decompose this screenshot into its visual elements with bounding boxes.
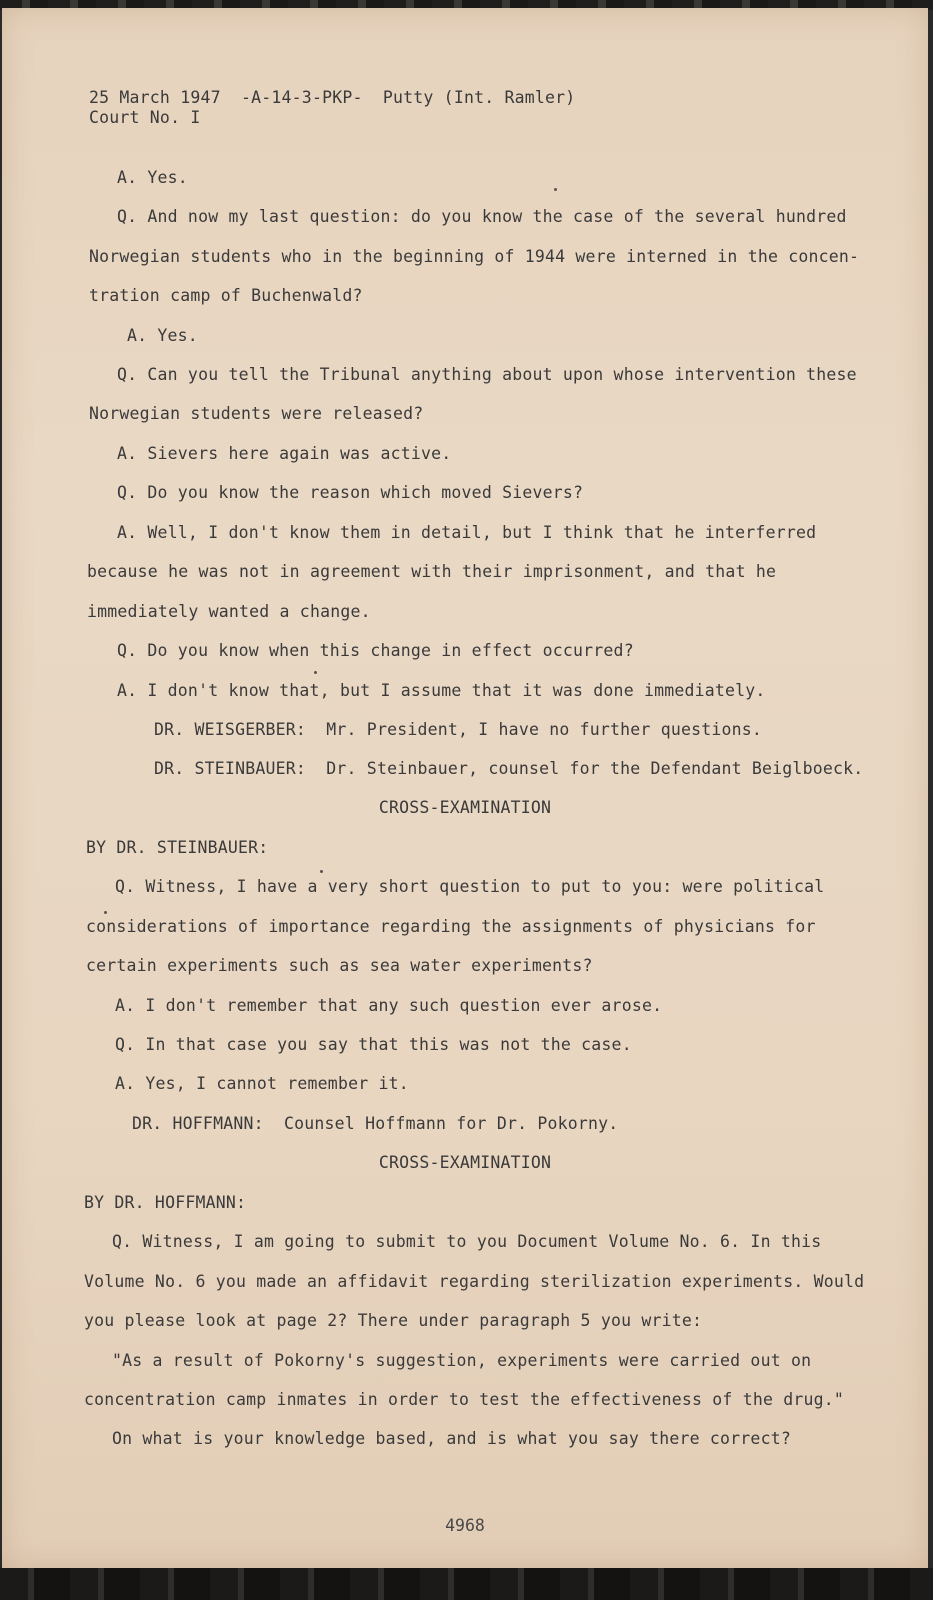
transcript-line: certain experiments such as sea water experiments? bbox=[86, 956, 593, 975]
paper-speck bbox=[320, 870, 323, 873]
transcript-line: Q. Do you know when this change in effect occurred? bbox=[117, 641, 634, 660]
examiner-line: BY DR. HOFFMANN: bbox=[84, 1193, 247, 1212]
header-line-2: Court No. I bbox=[89, 108, 201, 127]
speaker-line: DR. WEISGERBER: Mr. President, I have no further questions. bbox=[154, 720, 763, 739]
transcript-line: immediately wanted a change. bbox=[87, 602, 371, 621]
quoted-line: concentration camp inmates in order to test the effectiveness of the drug." bbox=[84, 1390, 845, 1409]
section-heading: CROSS-EXAMINATION bbox=[378, 1153, 552, 1172]
transcript-line: A. Well, I don't know them in detail, but I think that he interferred bbox=[117, 523, 817, 542]
speaker-line: DR. HOFFMANN: Counsel Hoffmann for Dr. Pokorny. bbox=[132, 1114, 619, 1133]
transcript-line: A. Yes. bbox=[127, 326, 198, 345]
scan-bottom-edge bbox=[0, 1568, 933, 1600]
transcript-line: Q. Do you know the reason which moved Sievers? bbox=[117, 483, 584, 502]
transcript-line: Q. And now my last question: do you know the case of the several hundred bbox=[117, 207, 847, 226]
transcript-line: Norwegian students who in the beginning of 1944 were interned in the concen- bbox=[89, 247, 860, 266]
paper-speck bbox=[554, 188, 557, 191]
transcript-line: you please look at page 2? There under paragraph 5 you write: bbox=[84, 1311, 703, 1330]
document-page bbox=[2, 8, 928, 1570]
transcript-line: Q. In that case you say that this was not the case. bbox=[115, 1035, 632, 1054]
transcript-line: A. I don't know that, but I assume that it was done immediately. bbox=[117, 681, 766, 700]
transcript-line: because he was not in agreement with their imprisonment, and that he bbox=[87, 562, 777, 581]
transcript-line: Q. Can you tell the Tribunal anything about upon whose intervention these bbox=[117, 365, 857, 384]
transcript-line: On what is your knowledge based, and is what you say there correct? bbox=[112, 1429, 791, 1448]
section-heading: CROSS-EXAMINATION bbox=[378, 798, 552, 817]
transcript-line: Q. Witness, I am going to submit to you Document Volume No. 6. In this bbox=[112, 1232, 822, 1251]
page-number: 4968 bbox=[445, 1516, 485, 1535]
paper-speck bbox=[104, 911, 107, 914]
header-line-1: 25 March 1947 -A-14-3-PKP- Putty (Int. Ramler) bbox=[89, 88, 576, 107]
transcript-line: A. Yes, I cannot remember it. bbox=[115, 1074, 409, 1093]
paper-speck bbox=[314, 671, 317, 674]
transcript-line: A. Sievers here again was active. bbox=[117, 444, 452, 463]
examiner-line: BY DR. STEINBAUER: bbox=[86, 838, 269, 857]
transcript-line: A. Yes. bbox=[117, 168, 188, 187]
transcript-line: Volume No. 6 you made an affidavit regarding sterilization experiments. Would bbox=[84, 1272, 865, 1291]
transcript-line: Q. Witness, I have a very short question to put to you: were political bbox=[115, 877, 825, 896]
speaker-line: DR. STEINBAUER: Dr. Steinbauer, counsel for the Defendant Beiglboeck. bbox=[154, 759, 864, 778]
transcript-line: A. I don't remember that any such question ever arose. bbox=[115, 996, 663, 1015]
transcript-line: tration camp of Buchenwald? bbox=[89, 286, 363, 305]
transcript-line: Norwegian students were released? bbox=[89, 404, 424, 423]
quoted-line: "As a result of Pokorny's suggestion, experiments were carried out on bbox=[112, 1351, 812, 1370]
transcript-line: considerations of importance regarding the assignments of physicians for bbox=[86, 917, 816, 936]
